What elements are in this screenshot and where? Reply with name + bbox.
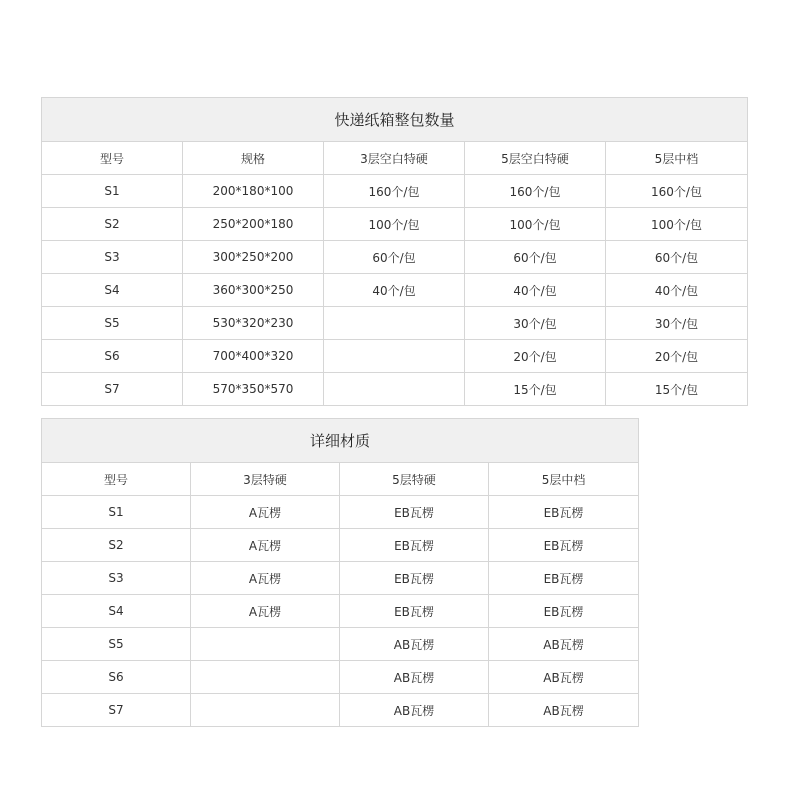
table-cell: 15个/包 [606,373,748,406]
table-cell: 700*400*320 [183,340,324,373]
table-cell: S6 [42,340,183,373]
table-cell: S3 [42,241,183,274]
table-title-row [42,98,748,142]
table-header-row [42,463,639,496]
table-cell: S7 [42,373,183,406]
table-cell [324,373,465,406]
table-cell: 20个/包 [606,340,748,373]
table-cell: EB瓦楞 [489,595,639,628]
table-cell: 100个/包 [465,208,606,241]
table-cell: S6 [42,661,191,694]
table-cell: 15个/包 [465,373,606,406]
table-cell: S2 [42,208,183,241]
header-cell: 规格 [183,142,324,175]
table-cell [324,340,465,373]
table-cell [324,307,465,340]
table-cell: 530*320*230 [183,307,324,340]
table-cell: EB瓦楞 [340,529,489,562]
table-cell: AB瓦楞 [340,694,489,727]
table-header-row [42,142,748,175]
table-row [42,628,639,661]
header-cell: 型号 [42,463,191,496]
table-cell: 160个/包 [465,175,606,208]
header-cell: 型号 [42,142,183,175]
table-cell: EB瓦楞 [340,496,489,529]
table-cell: A瓦楞 [191,562,340,595]
table-row [42,340,748,373]
table-cell [191,628,340,661]
table-cell: 30个/包 [465,307,606,340]
table-cell: 570*350*570 [183,373,324,406]
table-cell: S1 [42,496,191,529]
table-row [42,307,748,340]
table-row [42,241,748,274]
table-cell: 250*200*180 [183,208,324,241]
table-cell: S4 [42,595,191,628]
table-cell: AB瓦楞 [340,628,489,661]
table-cell: EB瓦楞 [340,562,489,595]
table-cell: S4 [42,274,183,307]
table-cell: S1 [42,175,183,208]
table-title-row [42,419,639,463]
table-cell: S2 [42,529,191,562]
table-row [42,562,639,595]
table-row [42,274,748,307]
table-row [42,595,639,628]
table-cell [191,694,340,727]
table-cell: 20个/包 [465,340,606,373]
table-cell: S3 [42,562,191,595]
table-cell: 40个/包 [606,274,748,307]
table-row [42,373,748,406]
table-cell: 100个/包 [606,208,748,241]
table-cell [191,661,340,694]
table-cell: 30个/包 [606,307,748,340]
table-title: 快递纸箱整包数量 [42,98,748,142]
table-cell: 160个/包 [606,175,748,208]
table-cell: EB瓦楞 [489,529,639,562]
table-row [42,496,639,529]
table-cell: 40个/包 [324,274,465,307]
header-cell: 5层中档 [489,463,639,496]
table-cell: 40个/包 [465,274,606,307]
table-cell: AB瓦楞 [489,628,639,661]
table-cell: S5 [42,307,183,340]
header-cell: 3层特硬 [191,463,340,496]
table-cell: A瓦楞 [191,529,340,562]
table-row [42,208,748,241]
table-cell: 360*300*250 [183,274,324,307]
header-cell: 5层中档 [606,142,748,175]
table-cell: 200*180*100 [183,175,324,208]
table-row [42,175,748,208]
table-cell: 60个/包 [465,241,606,274]
header-cell: 5层特硬 [340,463,489,496]
table-cell: 60个/包 [606,241,748,274]
table-cell: S5 [42,628,191,661]
table-cell: EB瓦楞 [340,595,489,628]
table-cell: 100个/包 [324,208,465,241]
package-quantity-table [41,97,748,406]
table-cell: A瓦楞 [191,595,340,628]
table-cell: S7 [42,694,191,727]
table-cell: EB瓦楞 [489,496,639,529]
table-cell: 160个/包 [324,175,465,208]
table-row [42,529,639,562]
table-cell: AB瓦楞 [489,694,639,727]
table-cell: 60个/包 [324,241,465,274]
table-cell: EB瓦楞 [489,562,639,595]
material-detail-table [41,418,639,727]
table-cell: 300*250*200 [183,241,324,274]
table-title: 详细材质 [42,419,639,463]
table-row [42,694,639,727]
header-cell: 5层空白特硬 [465,142,606,175]
table-cell: AB瓦楞 [340,661,489,694]
table-row [42,661,639,694]
table-cell: AB瓦楞 [489,661,639,694]
header-cell: 3层空白特硬 [324,142,465,175]
table-cell: A瓦楞 [191,496,340,529]
